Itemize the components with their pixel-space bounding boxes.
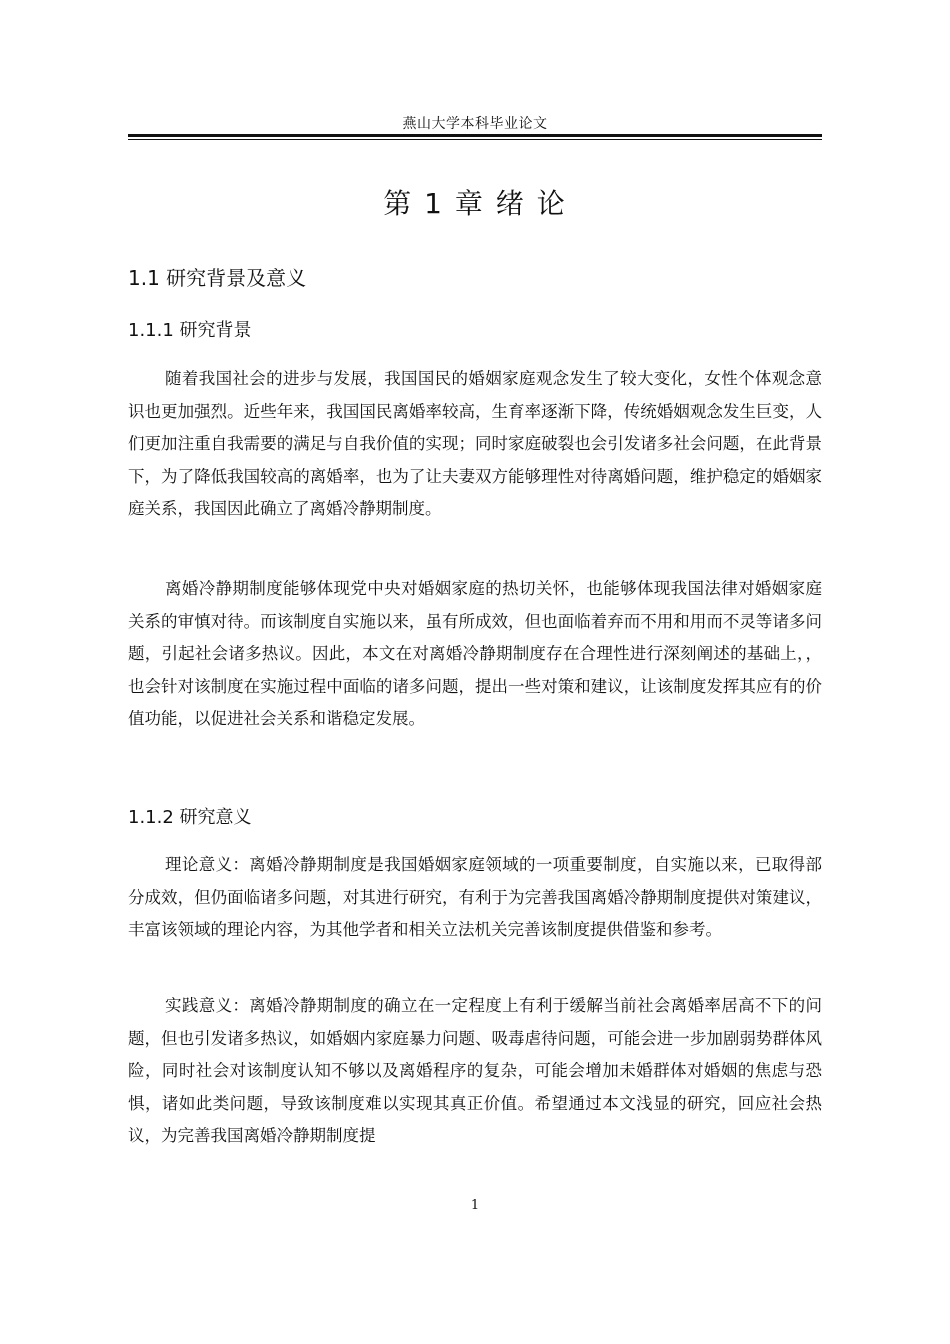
page-number: 1 <box>470 1198 480 1213</box>
header-rule-thin <box>128 139 822 140</box>
section-heading-1-1: 1.1 研究背景及意义 <box>128 266 307 290</box>
paragraph-background-2: 离婚冷静期制度能够体现党中央对婚姻家庭的热切关怀，也能够体现我国法律对婚姻家庭关系的审慎对待。而该制度自实施以来，虽有所成效，但也面临着弃而不用和用而不灵等诸多问题，引起社会诸多热议。因此，本文在对离婚冷静期制度存在合理性进行深刻阐述的基础上，，也会针对该制度在实施过程中面临的诸多问题，提出一些对策和建议，让该制度发挥其应有的价值功能，以促进社会关系和谐稳定发展。 <box>128 579 822 728</box>
running-header: 燕山大学本科毕业论文 <box>402 116 548 132</box>
chapter-title: 第 1 章 绪 论 <box>383 187 567 220</box>
paragraph-background-1: 随着我国社会的进步与发展，我国国民的婚姻家庭观念发生了较大变化，女性个体观念意识也更加强烈。近些年来，我国国民离婚率较高，生育率逐渐下降，传统婚姻观念发生巨变，人们更加注重自我需要的满足与自我价值的实现；同时家庭破裂也会引发诸多社会问题，在此背景下，为了降低我国较高的离婚率，也为了让夫妻双方能够理性对待离婚问题，维护稳定的婚姻家庭关系，我国因此确立了离婚冷静期制度。 <box>128 369 822 518</box>
header-rule-thick <box>128 134 822 137</box>
section-heading-1-1-1: 1.1.1 研究背景 <box>128 320 252 341</box>
section-heading-1-1-2: 1.1.2 研究意义 <box>128 807 252 828</box>
paragraph-significance-theory: 理论意义：离婚冷静期制度是我国婚姻家庭领域的一项重要制度，自实施以来，已取得部分成效，但仍面临诸多问题，对其进行研究，有利于为完善我国离婚冷静期制度提供对策建议，丰富该领域的理论内容，为其他学者和相关立法机关完善该制度提供借鉴和参考。 <box>128 855 822 939</box>
paragraph-significance-practice: 实践意义：离婚冷静期制度的确立在一定程度上有利于缓解当前社会离婚率居高不下的问题，但也引发诸多热议，如婚姻内家庭暴力问题、吸毒虐待问题，可能会进一步加剧弱势群体风险，同时社会对该制度认知不够以及离婚程序的复杂，可能会增加未婚群体对婚姻的焦虑与恐惧，诸如此类问题，导致该制度难以实现其真正价值。希望通过本文浅显的研究，回应社会热议，为完善我国离婚冷静期制度提 <box>128 996 822 1145</box>
